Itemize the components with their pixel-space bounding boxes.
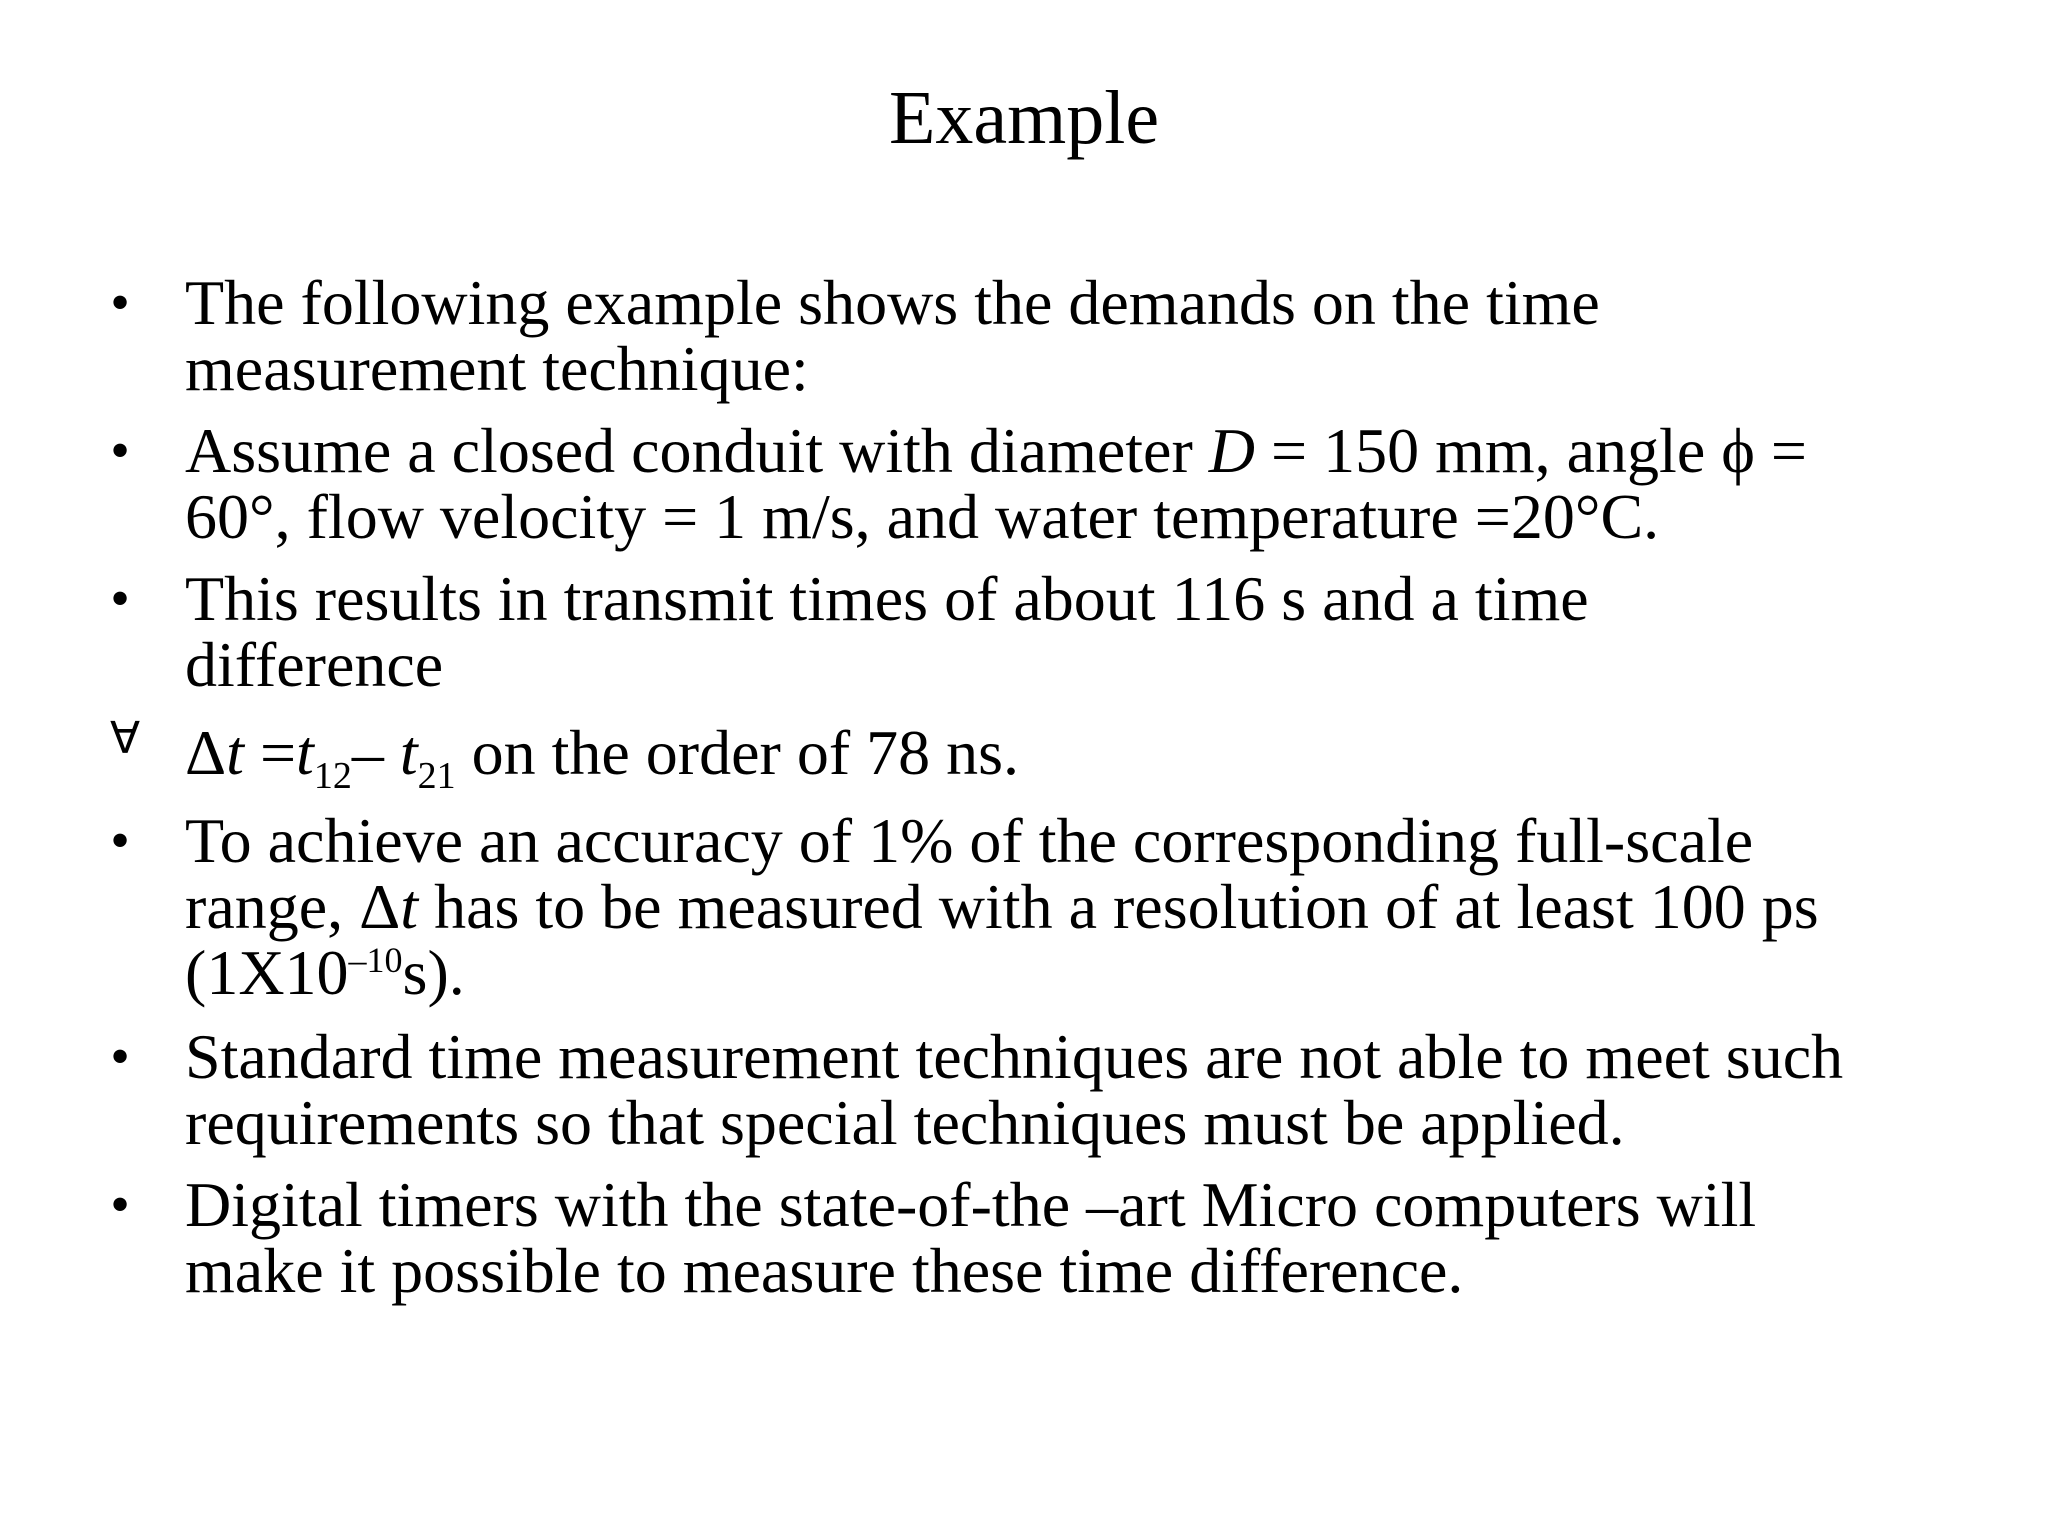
bullet-item [110, 1169, 1985, 1306]
variable-text: t [226, 717, 244, 788]
bullet-text-line: 60°, flow velocity = 1 m/s, and water temperature =20°C. [185, 481, 1660, 552]
bullet-marker: • [110, 272, 130, 334]
bullet-marker: • [110, 1174, 130, 1236]
bullet-text-line: This results in transmit times of about 116 s and a time [185, 563, 1589, 634]
bullet-item [110, 415, 1985, 552]
bullet-item [110, 563, 1985, 700]
text-run: = [243, 717, 297, 788]
bullet-text-line [185, 717, 1985, 797]
bullet-marker: • [110, 1026, 130, 1088]
text-run: (1X10 [185, 937, 349, 1008]
variable-text: t [296, 717, 314, 788]
bullet-item [109, 713, 1985, 797]
text-run: – [351, 717, 400, 788]
forall-marker: ∀ [109, 713, 141, 764]
text-run: s). [402, 937, 465, 1008]
text-run: on the order of 78 ns. [455, 717, 1020, 788]
bullet-item [110, 805, 1985, 1008]
text-run: Assume a closed conduit with diameter [185, 415, 1209, 486]
bullet-item [110, 1021, 1985, 1158]
text-run: has to be measured with a resolution of at least 100 ps [418, 871, 1819, 942]
text-run: Δ [185, 717, 227, 788]
variable-text: t [399, 717, 418, 788]
slide-title: Example [888, 76, 1160, 160]
bullet-marker: • [110, 810, 130, 872]
subscript: 12 [313, 755, 352, 797]
bullet-text-line [185, 937, 1985, 1008]
bullet-text-line [185, 415, 1985, 486]
bullet-text-line: make it possible to measure these time difference. [185, 1235, 1464, 1306]
text-run: = 150 mm, angle ϕ = [1254, 415, 1807, 486]
superscript: –10 [348, 940, 403, 980]
subscript: 21 [417, 755, 456, 797]
bullet-text-line: requirements so that special techniques must be applied. [185, 1087, 1625, 1158]
bullet-marker: • [110, 420, 130, 482]
bullet-text-line: Digital timers with the state-of-the –art Micro computers will [185, 1169, 1757, 1240]
bullet-item [110, 267, 1985, 404]
bullet-text-line: Standard time measurement techniques are not able to meet such [185, 1021, 1844, 1092]
bullet-text-line: measurement technique: [185, 333, 809, 404]
variable-text: t [400, 871, 419, 942]
bullet-text-line: difference [185, 629, 444, 700]
bullet-text-line: To achieve an accuracy of 1% of the corresponding full-scale [185, 805, 1754, 876]
bullet-marker: • [110, 568, 130, 630]
bullet-text-line: The following example shows the demands on the time [185, 267, 1600, 338]
text-run: range, Δ [185, 871, 401, 942]
bullet-text-line [185, 871, 1985, 942]
variable-text: D [1208, 415, 1255, 486]
